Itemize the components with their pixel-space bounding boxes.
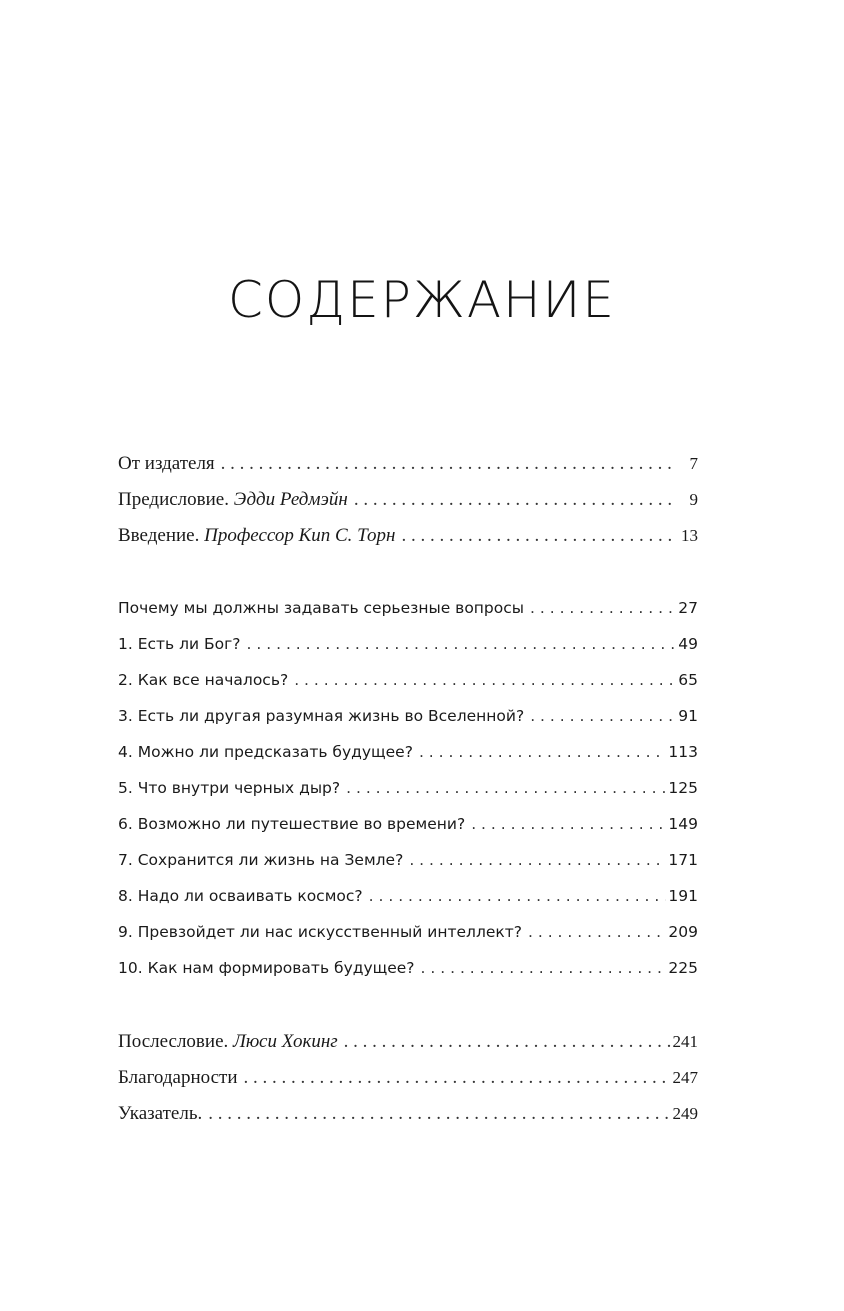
toc-entry-page: 225 — [668, 959, 698, 977]
dot-leader — [346, 777, 666, 799]
toc-entry-publisher-note[interactable] — [118, 452, 698, 476]
toc-entry-introduction[interactable] — [118, 524, 698, 548]
toc-entry-chapter-4[interactable] — [118, 741, 698, 763]
toc-entry-author: Эдди Редмэйн — [233, 489, 348, 510]
toc-entry-title: 5. Что внутри черных дыр? — [118, 779, 341, 797]
toc-entry-title: 10. Как нам формировать будущее? — [118, 959, 415, 977]
toc-entry-title: 1. Есть ли Бог? — [118, 635, 241, 653]
dot-leader — [409, 849, 666, 871]
toc-entry-title: Предисловие. Эдди Редмэйн — [118, 489, 348, 510]
toc-entry-title: 2. Как все началось? — [118, 671, 289, 689]
dot-leader — [419, 741, 666, 763]
toc-entry-foreword[interactable] — [118, 488, 698, 512]
toc-entry-page: 125 — [668, 779, 698, 797]
dot-leader — [530, 597, 676, 619]
toc-entry-title: Благодарности — [118, 1067, 238, 1088]
toc-entry-chapter-7[interactable] — [118, 849, 698, 871]
toc-entry-chapter-1[interactable] — [118, 633, 698, 655]
dot-leader — [244, 1066, 671, 1090]
toc-entry-page: 27 — [678, 599, 698, 617]
dot-leader — [471, 813, 666, 835]
toc-entry-author: Профессор Кип С. Торн — [204, 525, 396, 546]
toc-entry-title: Послесловие. Люси Хокинг — [118, 1031, 338, 1052]
toc-entry-chapter-8[interactable] — [118, 885, 698, 907]
toc-entry-title: От издателя — [118, 453, 215, 474]
toc-entry-page: 191 — [668, 887, 698, 905]
toc-entry-page: 149 — [668, 815, 698, 833]
toc-entry-page: 65 — [678, 671, 698, 689]
dot-leader — [528, 921, 666, 943]
toc-entry-page: 7 — [689, 454, 698, 473]
toc-entry-page: 13 — [681, 526, 698, 545]
toc-entry-title: 8. Надо ли осваивать космос? — [118, 887, 363, 905]
toc-entry-chapter-5[interactable] — [118, 777, 698, 799]
page-title: СОДЕРЖАНИЕ — [228, 271, 616, 329]
toc-entry-title: 9. Превзойдет ли нас искусственный интеллект? — [118, 923, 522, 941]
toc-entry-chapter-9[interactable] — [118, 921, 698, 943]
toc-entry-chapter-3[interactable] — [118, 705, 698, 727]
toc-entry-page: 171 — [668, 851, 698, 869]
dot-leader — [421, 957, 667, 979]
toc-entry-page: 209 — [668, 923, 698, 941]
toc-entry-title: 4. Можно ли предсказать будущее? — [118, 743, 413, 761]
dot-leader — [221, 452, 676, 476]
toc-entry-title: 7. Сохранится ли жизнь на Земле? — [118, 851, 404, 869]
dot-leader — [530, 705, 676, 727]
toc-entry-afterword[interactable] — [118, 1030, 698, 1054]
toc-entry-author: Люси Хокинг — [233, 1031, 338, 1052]
toc-entry-title: 3. Есть ли другая разумная жизнь во Вселенной? — [118, 707, 525, 725]
toc-entry-page: 91 — [678, 707, 698, 725]
toc-entry-chapter-intro[interactable] — [118, 597, 698, 619]
dot-leader — [369, 885, 667, 907]
toc-entry-page: 241 — [672, 1032, 698, 1051]
toc-entry-title: 6. Возможно ли путешествие во времени? — [118, 815, 466, 833]
dot-leader — [247, 633, 676, 655]
dot-leader — [354, 488, 676, 512]
dot-leader — [401, 524, 676, 548]
toc-entry-chapter-6[interactable] — [118, 813, 698, 835]
dot-leader — [208, 1102, 670, 1126]
dot-leader — [344, 1030, 671, 1054]
toc-entry-chapter-2[interactable] — [118, 669, 698, 691]
dot-leader — [294, 669, 676, 691]
toc-entry-index[interactable] — [118, 1102, 698, 1126]
toc-entry-title: Указатель. — [118, 1103, 203, 1124]
toc-entry-page: 113 — [668, 743, 698, 761]
toc-entry-acknowledgements[interactable] — [118, 1066, 698, 1090]
toc-entry-page: 49 — [678, 635, 698, 653]
toc-entry-title: Введение. Профессор Кип С. Торн — [118, 525, 396, 546]
toc-entry-page: 249 — [672, 1104, 698, 1123]
toc-entry-page: 247 — [672, 1068, 698, 1087]
toc-entry-title: Почему мы должны задавать серьезные вопросы — [118, 599, 525, 617]
toc-entry-chapter-10[interactable] — [118, 957, 698, 979]
toc-entry-page: 9 — [689, 490, 698, 509]
